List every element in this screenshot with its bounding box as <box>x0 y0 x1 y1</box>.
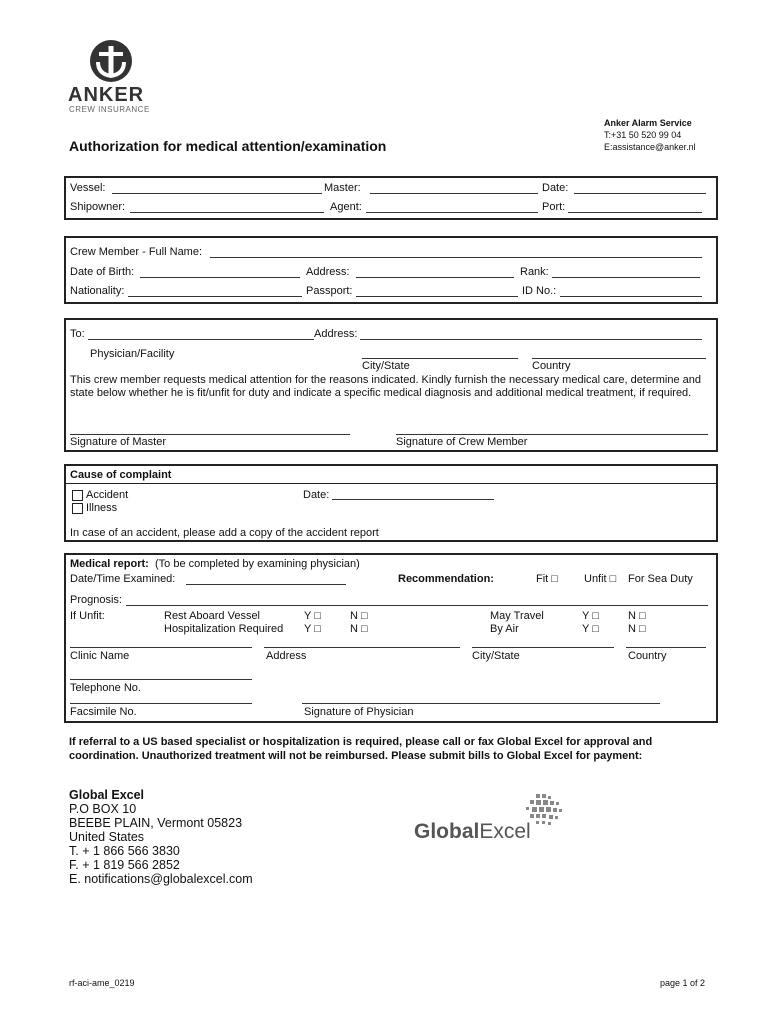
accident-label: Accident <box>86 489 129 501</box>
agent-field[interactable] <box>366 212 538 213</box>
city-state-label: City/State <box>362 360 410 372</box>
port-field[interactable] <box>568 212 702 213</box>
medical-subtitle: (To be completed by examining physician) <box>154 558 360 570</box>
shipowner-label: Shipowner: <box>70 201 126 213</box>
accident-checkbox[interactable] <box>72 490 83 501</box>
complaint-date-field[interactable] <box>332 499 494 500</box>
medical-section <box>64 553 718 723</box>
clinic-address-label: Address <box>266 650 307 662</box>
hosp-yes-option[interactable]: Y □ <box>304 623 321 635</box>
city-state-field[interactable] <box>362 358 518 359</box>
country-label: Country <box>532 360 571 372</box>
nationality-field[interactable] <box>128 296 302 297</box>
form-code: rf-aci-ame_0219 <box>69 978 135 988</box>
crew-address-label: Address: <box>306 266 350 278</box>
complaint-divider <box>66 483 716 484</box>
clinic-city-field[interactable] <box>472 647 614 648</box>
alarm-title: Anker Alarm Service <box>604 118 692 128</box>
if-unfit-label: If Unfit: <box>70 610 105 622</box>
vessel-label: Vessel: <box>70 182 106 194</box>
crew-signature-field[interactable] <box>396 434 708 435</box>
illness-checkbox[interactable] <box>72 503 83 514</box>
brand-subtitle: CREW INSURANCE <box>69 105 150 114</box>
prognosis-field[interactable] <box>126 605 708 606</box>
crew-address-field[interactable] <box>356 277 514 278</box>
clinic-country-field[interactable] <box>626 647 706 648</box>
medical-title <box>70 558 360 570</box>
brand-name: ANKER <box>68 84 145 106</box>
complaint-section <box>64 464 718 542</box>
to-field[interactable] <box>88 339 314 340</box>
vessel-section <box>64 176 718 220</box>
illness-label: Illness <box>86 502 118 514</box>
port-label: Port: <box>542 201 566 213</box>
rest-aboard-label: Rest Aboard Vessel <box>164 610 261 622</box>
alarm-email: E:assistance@anker.nl <box>604 142 696 152</box>
anchor-icon <box>88 38 134 84</box>
travel-yes-option[interactable]: Y □ <box>582 610 599 622</box>
air-no-option[interactable]: N □ <box>628 623 646 635</box>
prognosis-label: Prognosis: <box>70 594 122 606</box>
clinic-name-label: Clinic Name <box>70 650 130 662</box>
global-excel-fax: F. + 1 819 566 2852 <box>69 858 180 872</box>
alarm-phone: T:+31 50 520 99 04 <box>604 130 682 140</box>
id-no-field[interactable] <box>560 296 702 297</box>
date-field[interactable] <box>574 193 706 194</box>
request-text: This crew member requests medical attention for the reasons indicated. Kindly furnish the necessary medical care, determine and state below whether he is fit/unfit for duty and indicate a specific medical diagnosis and additional medical treatment, if required. <box>70 374 701 399</box>
physician-signature-label: Signature of Physician <box>304 706 414 718</box>
air-yes-option[interactable]: Y □ <box>582 623 599 635</box>
global-excel-logo <box>414 790 574 850</box>
global-excel-name: Global Excel <box>69 788 145 802</box>
alarm-service <box>604 117 696 153</box>
crew-section <box>64 236 718 304</box>
logo-global: Global <box>414 820 480 843</box>
master-signature-field[interactable] <box>70 434 350 435</box>
examined-label: Date/Time Examined: <box>70 573 176 585</box>
id-no-label: ID No.: <box>522 285 557 297</box>
passport-field[interactable] <box>356 296 518 297</box>
travel-no-option[interactable]: N □ <box>628 610 646 622</box>
full-name-field[interactable] <box>210 257 702 258</box>
recommendation-label: Recommendation: <box>398 573 494 585</box>
facility-address-label: Address: <box>314 328 358 340</box>
rest-yes-option[interactable]: Y □ <box>304 610 321 622</box>
clinic-city-label: City/State <box>472 650 520 662</box>
complaint-date-label: Date: <box>303 489 330 501</box>
physician-label: Physician/Facility <box>90 348 175 360</box>
vessel-field[interactable] <box>112 193 322 194</box>
global-excel-address <box>69 788 253 886</box>
may-travel-label: May Travel <box>490 610 544 622</box>
telephone-field[interactable] <box>70 679 252 680</box>
fit-option[interactable]: Fit □ <box>536 573 558 585</box>
unfit-option[interactable]: Unfit □ <box>584 573 617 585</box>
full-name-label: Crew Member - Full Name: <box>70 246 203 258</box>
shipowner-field[interactable] <box>130 212 324 213</box>
global-excel-box: P.O BOX 10 <box>69 802 137 816</box>
page-number: page 1 of 2 <box>660 978 706 988</box>
facility-address-field[interactable] <box>360 339 702 340</box>
global-excel-email[interactable]: E. notifications@globalexcel.com <box>69 872 253 886</box>
global-excel-logo-text <box>414 820 531 844</box>
agent-label: Agent: <box>330 201 362 213</box>
accident-note: In case of an accident, please add a copy of the accident report <box>70 527 379 539</box>
clinic-address-field[interactable] <box>264 647 460 648</box>
physician-signature-field[interactable] <box>302 703 660 704</box>
page-title: Authorization for medical attention/examination <box>69 138 387 154</box>
global-excel-country: United States <box>69 830 145 844</box>
logo-excel: Excel <box>479 820 531 843</box>
global-excel-city: BEEBE PLAIN, Vermont 05823 <box>69 816 243 830</box>
by-air-label: By Air <box>490 623 519 635</box>
complaint-title: Cause of complaint <box>70 469 172 481</box>
nationality-label: Nationality: <box>70 285 125 297</box>
master-field[interactable] <box>370 193 538 194</box>
dob-label: Date of Birth: <box>70 266 135 278</box>
rank-label: Rank: <box>520 266 549 278</box>
master-label: Master: <box>324 182 361 194</box>
passport-label: Passport: <box>306 285 353 297</box>
global-excel-phone: T. + 1 866 566 3830 <box>69 844 180 858</box>
to-label: To: <box>70 328 85 340</box>
hospitalization-label: Hospitalization Required <box>164 623 284 635</box>
telephone-label: Telephone No. <box>70 682 141 694</box>
facsimile-field[interactable] <box>70 703 252 704</box>
rest-no-option[interactable]: N □ <box>350 610 368 622</box>
clinic-name-field[interactable] <box>70 647 252 648</box>
sea-duty-label: For Sea Duty <box>628 573 693 585</box>
referral-note: If referral to a US based specialist or hospitalization is required, please call or fax Global Excel for approval and coordination. Unauthorized treatment will not be reimbursed. Please submit bills to Global Excel for payment: <box>69 736 653 762</box>
hosp-no-option[interactable]: N □ <box>350 623 368 635</box>
rank-field[interactable] <box>552 277 700 278</box>
clinic-country-label: Country <box>628 650 667 662</box>
country-field[interactable] <box>532 358 706 359</box>
dob-field[interactable] <box>140 277 300 278</box>
medical-title-bold: Medical report: <box>70 558 149 570</box>
date-label: Date: <box>542 182 569 194</box>
master-signature-label: Signature of Master <box>70 436 166 448</box>
facsimile-label: Facsimile No. <box>70 706 137 718</box>
crew-signature-label: Signature of Crew Member <box>396 436 528 448</box>
request-section <box>64 318 718 452</box>
examined-field[interactable] <box>186 584 346 585</box>
